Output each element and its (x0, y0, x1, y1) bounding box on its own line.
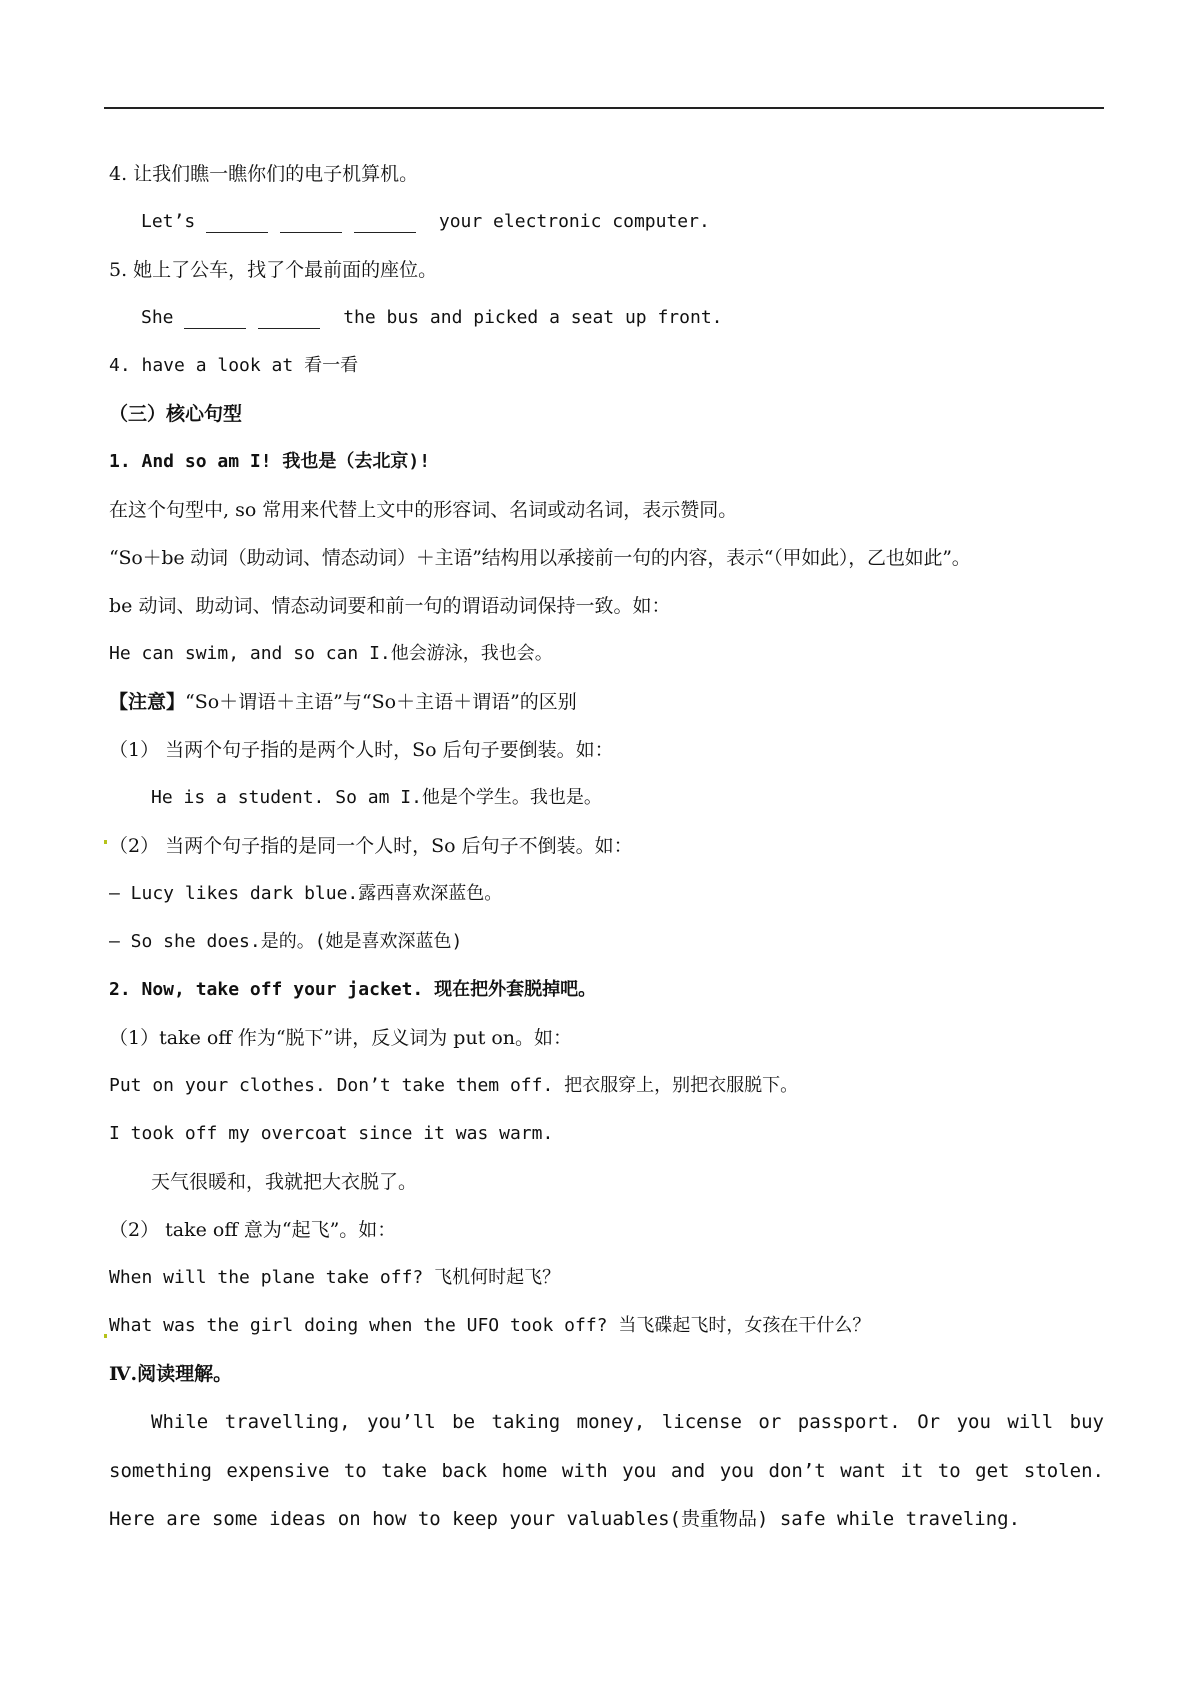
note-label: 【注意】 (109, 691, 186, 713)
take-off-example-4: What was the girl doing when the UFO took off? 当飞碟起飞时，女孩在干什么？ (109, 1315, 871, 1336)
item-5-english (109, 294, 1104, 342)
sentence-1-explanation: 在这个句型中, so 常用来代替上文中的形容词、名词或动名词，表示赞同。 (109, 499, 738, 521)
item-4-english (109, 198, 1104, 246)
take-off-example-2: I took off my overcoat since it was warm. (109, 1123, 554, 1144)
reading-heading: Ⅳ.阅读理解。 (109, 1363, 233, 1385)
item-5-start: She (141, 307, 174, 328)
note-point-1-example: He is a student. So am I.他是个学生。我也是。 (151, 787, 602, 808)
take-off-example-3: When will the plane take off? 飞机何时起飞？ (109, 1267, 561, 1288)
section-heading-core: （三）核心句型 (109, 403, 243, 425)
edit-marker (104, 1334, 107, 1338)
sentence-1-agreement: be 动词、助动词、情态动词要和前一句的谓语动词保持一致。如： (109, 595, 671, 617)
item-4-end: your electronic computer. (438, 211, 710, 232)
sentence-1-example: He can swim, and so can I.他会游泳，我也会。 (109, 643, 553, 664)
fill-blank[interactable] (258, 302, 320, 329)
take-off-point-2: （2） take off 意为“起飞”。如： (109, 1219, 397, 1241)
take-off-example-2-translation: 天气很暖和，我就把大衣脱了。 (151, 1171, 418, 1193)
note-point-2: （2） 当两个句子指的是同一个人时，So 后句子不倒装。如： (109, 835, 633, 857)
header-rule (104, 107, 1104, 109)
note-point-2-example-2: — So she does.是的。(她是喜欢深蓝色) (109, 931, 463, 952)
item-5-chinese: 5. 她上了公车，找了个最前面的座位。 (109, 259, 438, 281)
fill-blank[interactable] (354, 206, 416, 233)
fill-blank[interactable] (280, 206, 342, 233)
reading-paragraph: While travelling, you’ll be taking money, license or passport. Or you will buy something expensive to take back home with you and you don’t want it to get stolen. Here are some ideas on how to keep your valuables(贵重物品) safe while traveling. (109, 1411, 1104, 1530)
document-page (109, 150, 1104, 1544)
note-point-2-example-1: — Lucy likes dark blue.露西喜欢深蓝色。 (109, 883, 503, 904)
item-4-start: Let’s (141, 211, 196, 232)
sentence-1-structure: “So＋be 动词（助动词、情态动词）＋主语”结构用以承接前一句的内容，表示“（甲如此），乙也如此”。 (109, 547, 971, 569)
take-off-example-1: Put on your clothes. Don’t take them off. 把衣服穿上，别把衣服脱下。 (109, 1075, 799, 1096)
sentence-1-title: 1. And so am I! 我也是（去北京)! (109, 451, 431, 472)
sentence-2-title: 2. Now, take off your jacket. 现在把外套脱掉吧。 (109, 979, 597, 1000)
note-point-1: （1） 当两个句子指的是两个人时，So 后句子要倒装。如： (109, 739, 614, 761)
edit-marker (104, 840, 107, 844)
phrase-have-a-look: 4. have a look at 看一看 (109, 355, 359, 376)
item-5-end: the bus and picked a seat up front. (343, 307, 723, 328)
note-line (109, 678, 1104, 726)
take-off-point-1: （1）take off 作为“脱下”讲，反义词为 put on。如： (109, 1027, 573, 1049)
item-4-chinese: 4. 让我们瞧一瞧你们的电子机算机。 (109, 163, 419, 185)
fill-blank[interactable] (184, 302, 246, 329)
fill-blank[interactable] (206, 206, 268, 233)
note-text: “So＋谓语＋主语”与“So＋主语＋谓语”的区别 (185, 691, 577, 713)
